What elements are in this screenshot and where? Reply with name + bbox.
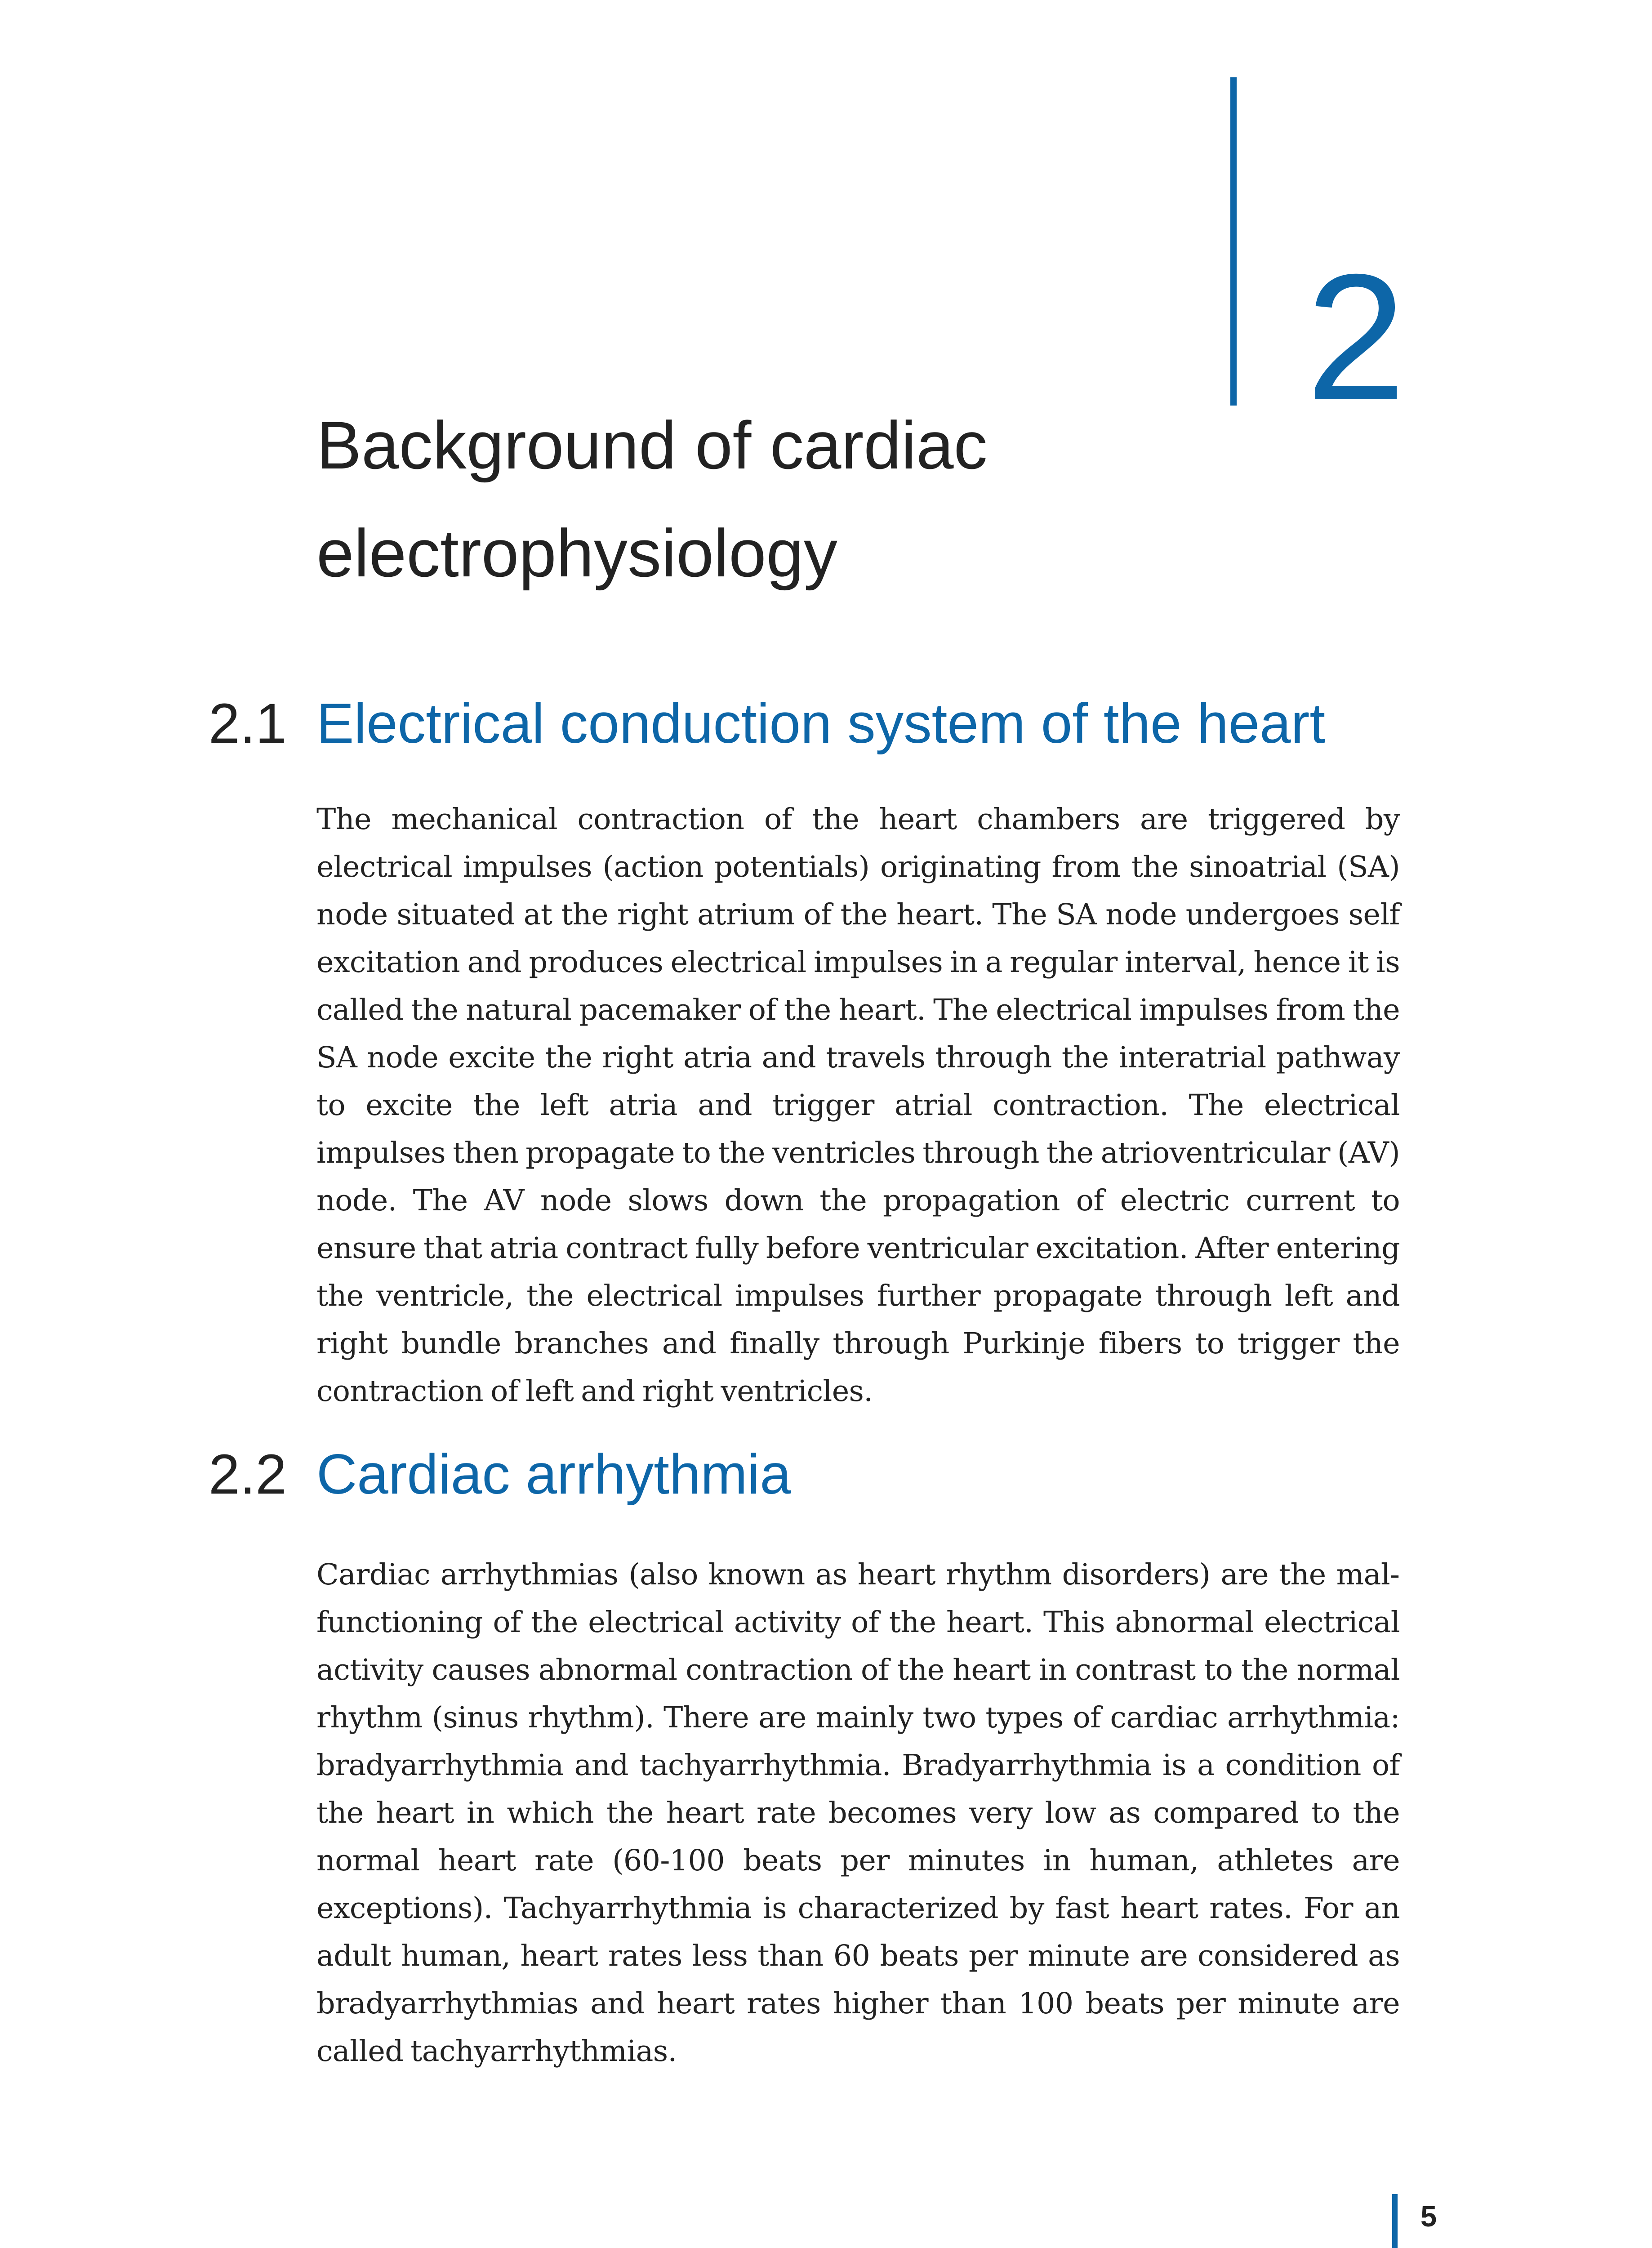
chapter-number: 2 xyxy=(1306,236,1406,437)
section-number: 2.1 xyxy=(209,692,287,755)
section-body-paragraph: Cardiac arrhythmias (also known as heart rhythm disorders) are the malfunctioning of the electrical activity of the heart. This abnormal electrical activity causes abnormal contraction of the heart in contrast to the normal rhythm (sinus rhythm). There are mainly two types of cardiac arrhythmia: bradyarrhythmia and tachyarrhythmia. Bradyarrhythmia is a condition of the heart in which the heart rate becomes very low as compared to the normal heart rate (60-100 beats per minutes in human, athletes are exceptions). Tachyarrhythmia is characterized by fast heart rates. For an adult human, heart rates less than 60 beats per minute are considered as bradyarrhythmias and heart rates higher than 100 beats per minute are called tachyarrhythmias. xyxy=(316,1558,1400,2068)
section-number: 2.2 xyxy=(209,1443,287,1506)
section-body-paragraph: The mechanical contraction of the heart chambers are triggered by electrical impulses (action potentials) originating from the sinoatrial (SA) node situated at the right atrium of the heart. The SA node undergoes self excitation and produces electrical impulses in a regular interval, hence it is called the natural pacemaker of the heart. The electrical impulses from the SA node excite the right atria and travels through the interatrial pathway to excite the left atria and trigger atrial contraction. The electrical impulses then propagate to the ventricles through the atrioventricular (AV) node. The AV node slows down the propagation of electric current to ensure that atria contract fully before ventricular excitation. After entering the ventricle, the electrical impulses further propagate through left and right bundle branches and finally through Purkinje fibers to trigger the contraction of left and right ventricles. xyxy=(316,803,1400,1408)
chapter-title: Background of cardiac electrophysiology xyxy=(316,407,988,591)
page-number: 5 xyxy=(1420,2200,1437,2233)
chapter-rule xyxy=(1230,77,1237,406)
footer-rule xyxy=(1392,2194,1398,2248)
section-title: Cardiac arrhythmia xyxy=(316,1443,791,1506)
section-title: Electrical conduction system of the heart xyxy=(316,692,1326,755)
